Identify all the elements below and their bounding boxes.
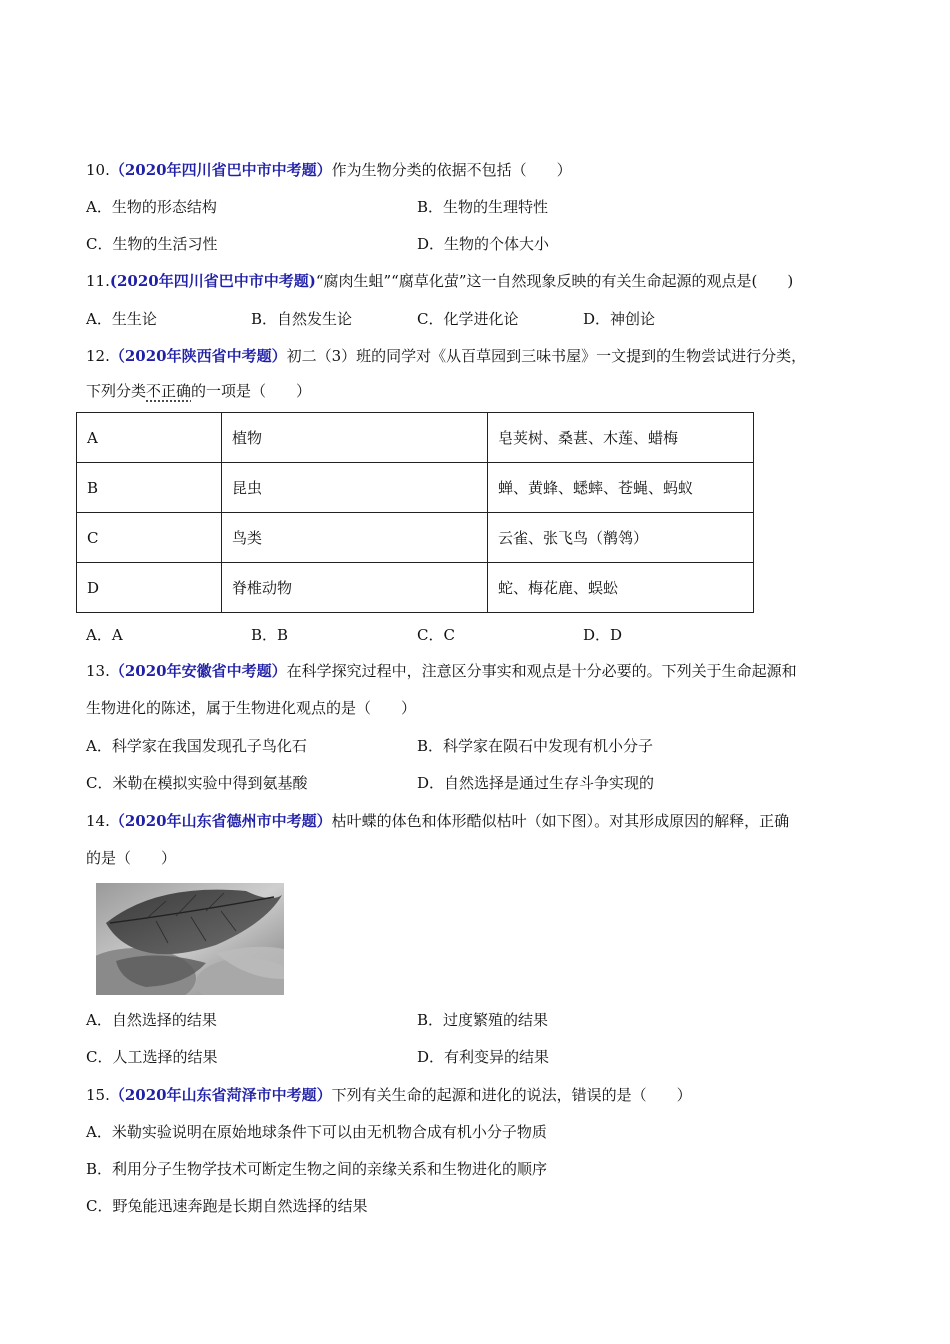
table-row — [77, 463, 754, 513]
question-stem: 枯叶蝶的体色和体形酷似枯叶（如下图）。对其形成原因的解释，正确 — [331, 812, 790, 830]
option-d: D．生物的个体大小 — [417, 235, 550, 253]
question-stem: 初二（3）班的同学对《从百草园到三味书屋》一文提到的生物尝试进行分类， — [286, 347, 807, 365]
option-b: B．生物的生理特性 — [417, 198, 549, 216]
option-d: D．D — [583, 626, 623, 644]
option-c: C．C — [417, 626, 455, 644]
option-a: A．A — [86, 626, 123, 644]
question-number: 10. — [86, 161, 110, 179]
option-c: C．化学进化论 — [417, 310, 519, 328]
stem-text: 的一项是（ ） — [191, 382, 312, 400]
question-12-line2 — [86, 381, 311, 401]
question-12 — [86, 346, 806, 366]
option-c: C．人工选择的结果 — [86, 1048, 218, 1066]
table-cell: D — [77, 563, 222, 613]
classification-table — [76, 412, 754, 613]
question-source: （2020年安徽省中考题） — [109, 662, 287, 680]
question-source: （2020年陕西省中考题） — [109, 347, 287, 365]
option-c: C．野兔能迅速奔跑是长期自然选择的结果 — [86, 1197, 368, 1215]
table-cell: 蝉、黄蜂、蟋蟀、苍蝇、蚂蚁 — [488, 463, 754, 513]
option-d: D．神创论 — [583, 310, 656, 328]
option-b: B．B — [251, 626, 289, 644]
question-stem: 下列有关生命的起源和进化的说法，错误的是（ ） — [331, 1086, 692, 1104]
option-c: C．米勒在模拟实验中得到氨基酸 — [86, 774, 308, 792]
leaf-photo — [96, 883, 284, 995]
table-cell: A — [77, 413, 222, 463]
question-14-line2: 的是（ ） — [86, 849, 177, 867]
option-b: B．过度繁殖的结果 — [417, 1011, 549, 1029]
stem-text: 下列分类 — [86, 382, 147, 400]
question-stem: 作为生物分类的依据不包括（ ） — [331, 161, 572, 179]
table-row — [77, 563, 754, 613]
option-d: D．有利变异的结果 — [417, 1048, 550, 1066]
option-b: B．利用分子生物学技术可断定生物之间的亲缘关系和生物进化的顺序 — [86, 1160, 548, 1178]
option-a: A．生物的形态结构 — [86, 198, 217, 216]
question-number: 14. — [86, 812, 110, 830]
table-cell: 皂荚树、桑葚、木莲、蜡梅 — [488, 413, 754, 463]
option-a: A．生生论 — [86, 310, 157, 328]
table-cell: 脊椎动物 — [222, 563, 488, 613]
question-stem: “腐肉生蛆”“腐草化萤”这一自然现象反映的有关生命起源的观点是( ) — [315, 272, 794, 290]
question-source: (2020年四川省巴中市中考题) — [109, 272, 316, 290]
option-b: B．科学家在陨石中发现有机小分子 — [417, 737, 654, 755]
table-cell: C — [77, 513, 222, 563]
dead-leaf-butterfly-image — [96, 883, 284, 995]
question-number: 13. — [86, 662, 110, 680]
table-row — [77, 513, 754, 563]
question-number: 15. — [86, 1086, 110, 1104]
option-a: A．科学家在我国发现孔子鸟化石 — [86, 737, 307, 755]
question-14 — [86, 811, 789, 831]
table-cell: 云雀、张飞鸟（鹡鸰） — [488, 513, 754, 563]
option-a: A．米勒实验说明在原始地球条件下可以由无机物合成有机小分子物质 — [86, 1123, 547, 1141]
table-cell: B — [77, 463, 222, 513]
table-row — [77, 413, 754, 463]
question-10 — [86, 160, 572, 180]
table-cell: 蛇、梅花鹿、蜈蚣 — [488, 563, 754, 613]
option-a: A．自然选择的结果 — [86, 1011, 217, 1029]
question-number: 12. — [86, 347, 110, 365]
table-cell: 鸟类 — [222, 513, 488, 563]
option-b: B．自然发生论 — [251, 310, 353, 328]
question-15 — [86, 1085, 692, 1105]
emphasis-text: 不正确 — [146, 382, 192, 400]
question-13 — [86, 661, 797, 681]
question-source: （2020年山东省菏泽市中考题） — [109, 1086, 332, 1104]
question-source: （2020年四川省巴中市中考题） — [109, 161, 332, 179]
table-cell: 昆虫 — [222, 463, 488, 513]
question-stem: 在科学探究过程中，注意区分事实和观点是十分必要的。下列关于生命起源和 — [286, 662, 797, 680]
option-c: C．生物的生活习性 — [86, 235, 218, 253]
table-cell: 植物 — [222, 413, 488, 463]
question-source: （2020年山东省德州市中考题） — [109, 812, 332, 830]
question-11 — [86, 271, 793, 291]
option-d: D．自然选择是通过生存斗争实现的 — [417, 774, 655, 792]
question-13-line2: 生物进化的陈述，属于生物进化观点的是（ ） — [86, 699, 417, 717]
question-number: 11. — [86, 272, 110, 290]
